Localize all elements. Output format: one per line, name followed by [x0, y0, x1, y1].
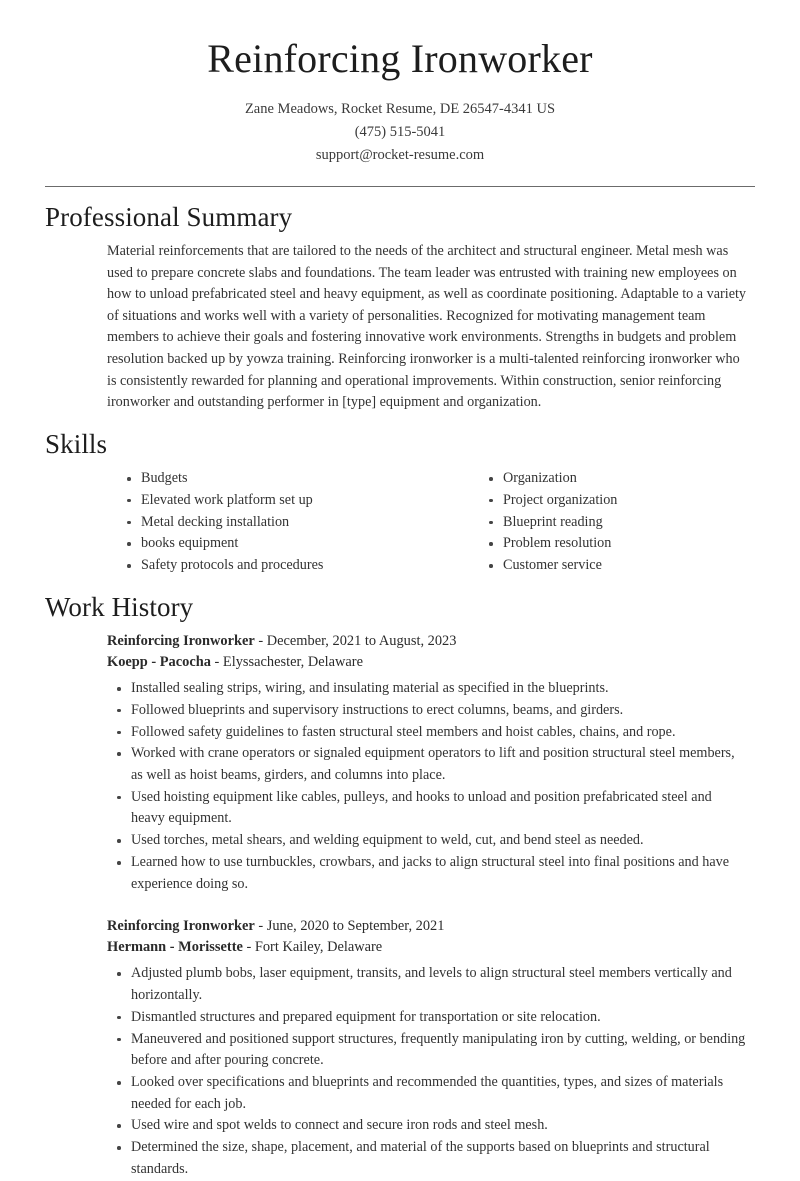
skills-column-right [431, 468, 755, 577]
section-professional-summary [45, 201, 755, 414]
job-company: Hermann - Morissette [107, 939, 243, 956]
list-item: Dismantled structures and prepared equipment for transportation or site relocation. [115, 1007, 755, 1029]
job-bullet-list [107, 678, 755, 895]
page-title: Reinforcing Ironworker [207, 36, 593, 81]
list-item: Worked with crane operators or signaled equipment operators to lift and position structural steel members, as well as hoist beams, girders, and columns into place. [115, 743, 755, 786]
list-item: Blueprint reading [487, 512, 755, 534]
job-bullet-list [107, 963, 755, 1180]
list-item: Followed blueprints and supervisory instructions to erect columns, beams, and girders. [115, 700, 755, 722]
list-item: Project organization [487, 490, 755, 512]
header-divider [45, 186, 755, 187]
section-heading-work-history: Work History [45, 591, 194, 622]
skills-list-right [469, 468, 755, 577]
list-item: Problem resolution [487, 533, 755, 555]
list-item: Customer service [487, 555, 755, 577]
contact-block [45, 98, 755, 167]
job-title: Reinforcing Ironworker [107, 633, 255, 650]
skills-column-left [107, 468, 431, 577]
job-title: Reinforcing Ironworker [107, 918, 255, 935]
contact-email: support@rocket-resume.com [315, 146, 485, 163]
list-item: Metal decking installation [125, 512, 431, 534]
job-dates: - December, 2021 to August, 2023 [254, 633, 457, 650]
list-item: Budgets [125, 468, 431, 490]
work-history-entry [45, 916, 755, 1180]
list-item: Learned how to use turnbuckles, crowbars, and jacks to align structural steel into final positions and have experience doing so. [115, 852, 755, 895]
list-item: Safety protocols and procedures [125, 555, 431, 577]
job-company-line [107, 937, 755, 958]
job-headings [45, 916, 755, 958]
job-location: - Fort Kailey, Delaware [242, 939, 383, 956]
list-item: Installed sealing strips, wiring, and insulating material as specified in the blueprints. [115, 678, 755, 700]
list-item: Used torches, metal shears, and welding equipment to weld, cut, and bend steel as needed. [115, 830, 755, 852]
list-item: Used wire and spot welds to connect and secure iron rods and steel mesh. [115, 1115, 755, 1137]
summary-text: Material reinforcements that are tailored to the needs of the architect and structural engineer. Metal mesh was used to prepare concrete slabs and foundations. The team leader was entrusted with training new employees on how to unload prefabricated steel and heavy equipment, as well as coordinate positioning. Adaptable to a variety of situations and works well with a variety of personalities. Recognized for motivating management team members to achieve their goals and fostering innovative work environments. Strengths in budgets and problem resolution backed up by yowza training. Reinforcing ironworker is a multi-talented reinforcing ironworker who is consistently rewarded for planning and operational improvements. Within construction, senior reinforcing ironworker and outstanding performer in [type] equipment and organization. [107, 243, 747, 411]
list-item: Used hoisting equipment like cables, pulleys, and hooks to unload and position prefabricated steel and heavy equipment. [115, 787, 755, 830]
work-history-entry [45, 631, 755, 895]
job-responsibilities [45, 963, 755, 1180]
skills-columns [45, 468, 755, 577]
section-work-history [45, 591, 755, 1181]
job-title-line [107, 631, 755, 652]
summary-body [45, 241, 755, 414]
list-item: Looked over specifications and blueprints and recommended the quantities, types, and sizes of materials needed for each job. [115, 1072, 755, 1115]
skills-list-left [107, 468, 431, 577]
section-skills [45, 428, 755, 577]
resume-header [45, 36, 755, 187]
list-item: Elevated work platform set up [125, 490, 431, 512]
job-title-line [107, 916, 755, 937]
list-item: Maneuvered and positioned support structures, frequently manipulating iron by cutting, welding, or bending before and after pouring concrete. [115, 1029, 755, 1072]
job-dates: - June, 2020 to September, 2021 [254, 918, 445, 935]
contact-phone: (475) 515-5041 [354, 123, 446, 140]
job-responsibilities [45, 678, 755, 895]
job-location: - Elyssachester, Delaware [210, 654, 363, 671]
list-item: Adjusted plumb bobs, laser equipment, transits, and levels to align structural steel members vertically and horizontally. [115, 963, 755, 1006]
job-headings [45, 631, 755, 673]
job-company-line [107, 652, 755, 673]
contact-address: Zane Meadows, Rocket Resume, DE 26547-4341 US [244, 101, 556, 117]
list-item: Followed safety guidelines to fasten structural steel members and hoist cables, chains, and rope. [115, 722, 755, 744]
section-heading-summary: Professional Summary [45, 201, 293, 232]
list-item: Organization [487, 468, 755, 490]
list-item: books equipment [125, 533, 431, 555]
section-heading-skills: Skills [45, 428, 108, 459]
job-company: Koepp - Pacocha [107, 654, 211, 671]
list-item: Determined the size, shape, placement, and material of the supports based on blueprints and structural standards. [115, 1137, 755, 1180]
